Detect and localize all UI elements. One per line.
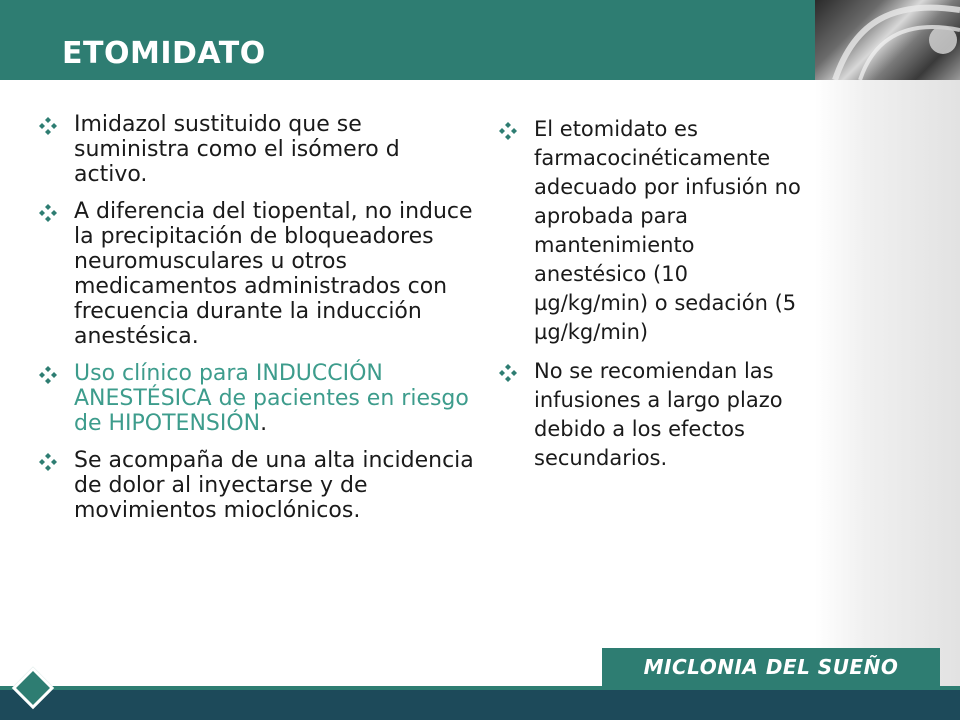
corner-decorative-image xyxy=(815,0,960,80)
list-item-text: Se acompaña de una alta incidencia de dolor al inyectarse y de movimientos mioclónicos. xyxy=(74,448,474,523)
bottom-bar xyxy=(0,690,960,720)
diamond-cluster-icon xyxy=(38,365,58,385)
list-item-text: Imidazol sustituido que se suministra como el isómero d activo. xyxy=(74,112,400,187)
list-item-suffix: . xyxy=(260,411,268,436)
diamond-cluster-icon xyxy=(498,363,518,383)
diamond-cluster-icon xyxy=(38,452,58,472)
left-bullet-list xyxy=(38,112,478,535)
diamond-cluster-icon xyxy=(38,203,58,223)
diamond-cluster-icon xyxy=(38,116,58,136)
right-bullet-list xyxy=(498,115,808,483)
title-bar xyxy=(0,0,815,80)
list-item-text: Uso clínico para INDUCCIÓN ANESTÉSICA de pacientes en riesgo de HIPOTENSIÓN xyxy=(74,361,469,436)
list-item xyxy=(498,357,808,473)
list-item xyxy=(498,115,808,347)
side-fade-panel xyxy=(815,80,960,690)
list-item xyxy=(38,199,478,349)
list-item-text: A diferencia del tiopental, no induce la precipitación de bloqueadores neuromusculares u otros medicamentos administrados con frecuencia durante la inducción anestésica. xyxy=(74,199,473,349)
list-item xyxy=(38,448,478,523)
list-item-text: No se recomiendan las infusiones a largo plazo debido a los efectos secundarios. xyxy=(534,359,783,470)
diamond-cluster-icon xyxy=(498,121,518,141)
footer-badge: MICLONIA DEL SUEÑO xyxy=(602,648,940,686)
slide-title: ETOMIDATO xyxy=(62,36,266,71)
list-item-text: El etomidato es farmacocinéticamente adecuado por infusión no aprobada para mantenimiento anestésico (10 µg/kg/min) o sedación (5 µg/kg/min) xyxy=(534,117,801,344)
metallic-curve-icon xyxy=(815,0,960,80)
list-item xyxy=(38,112,478,187)
list-item xyxy=(38,361,478,436)
